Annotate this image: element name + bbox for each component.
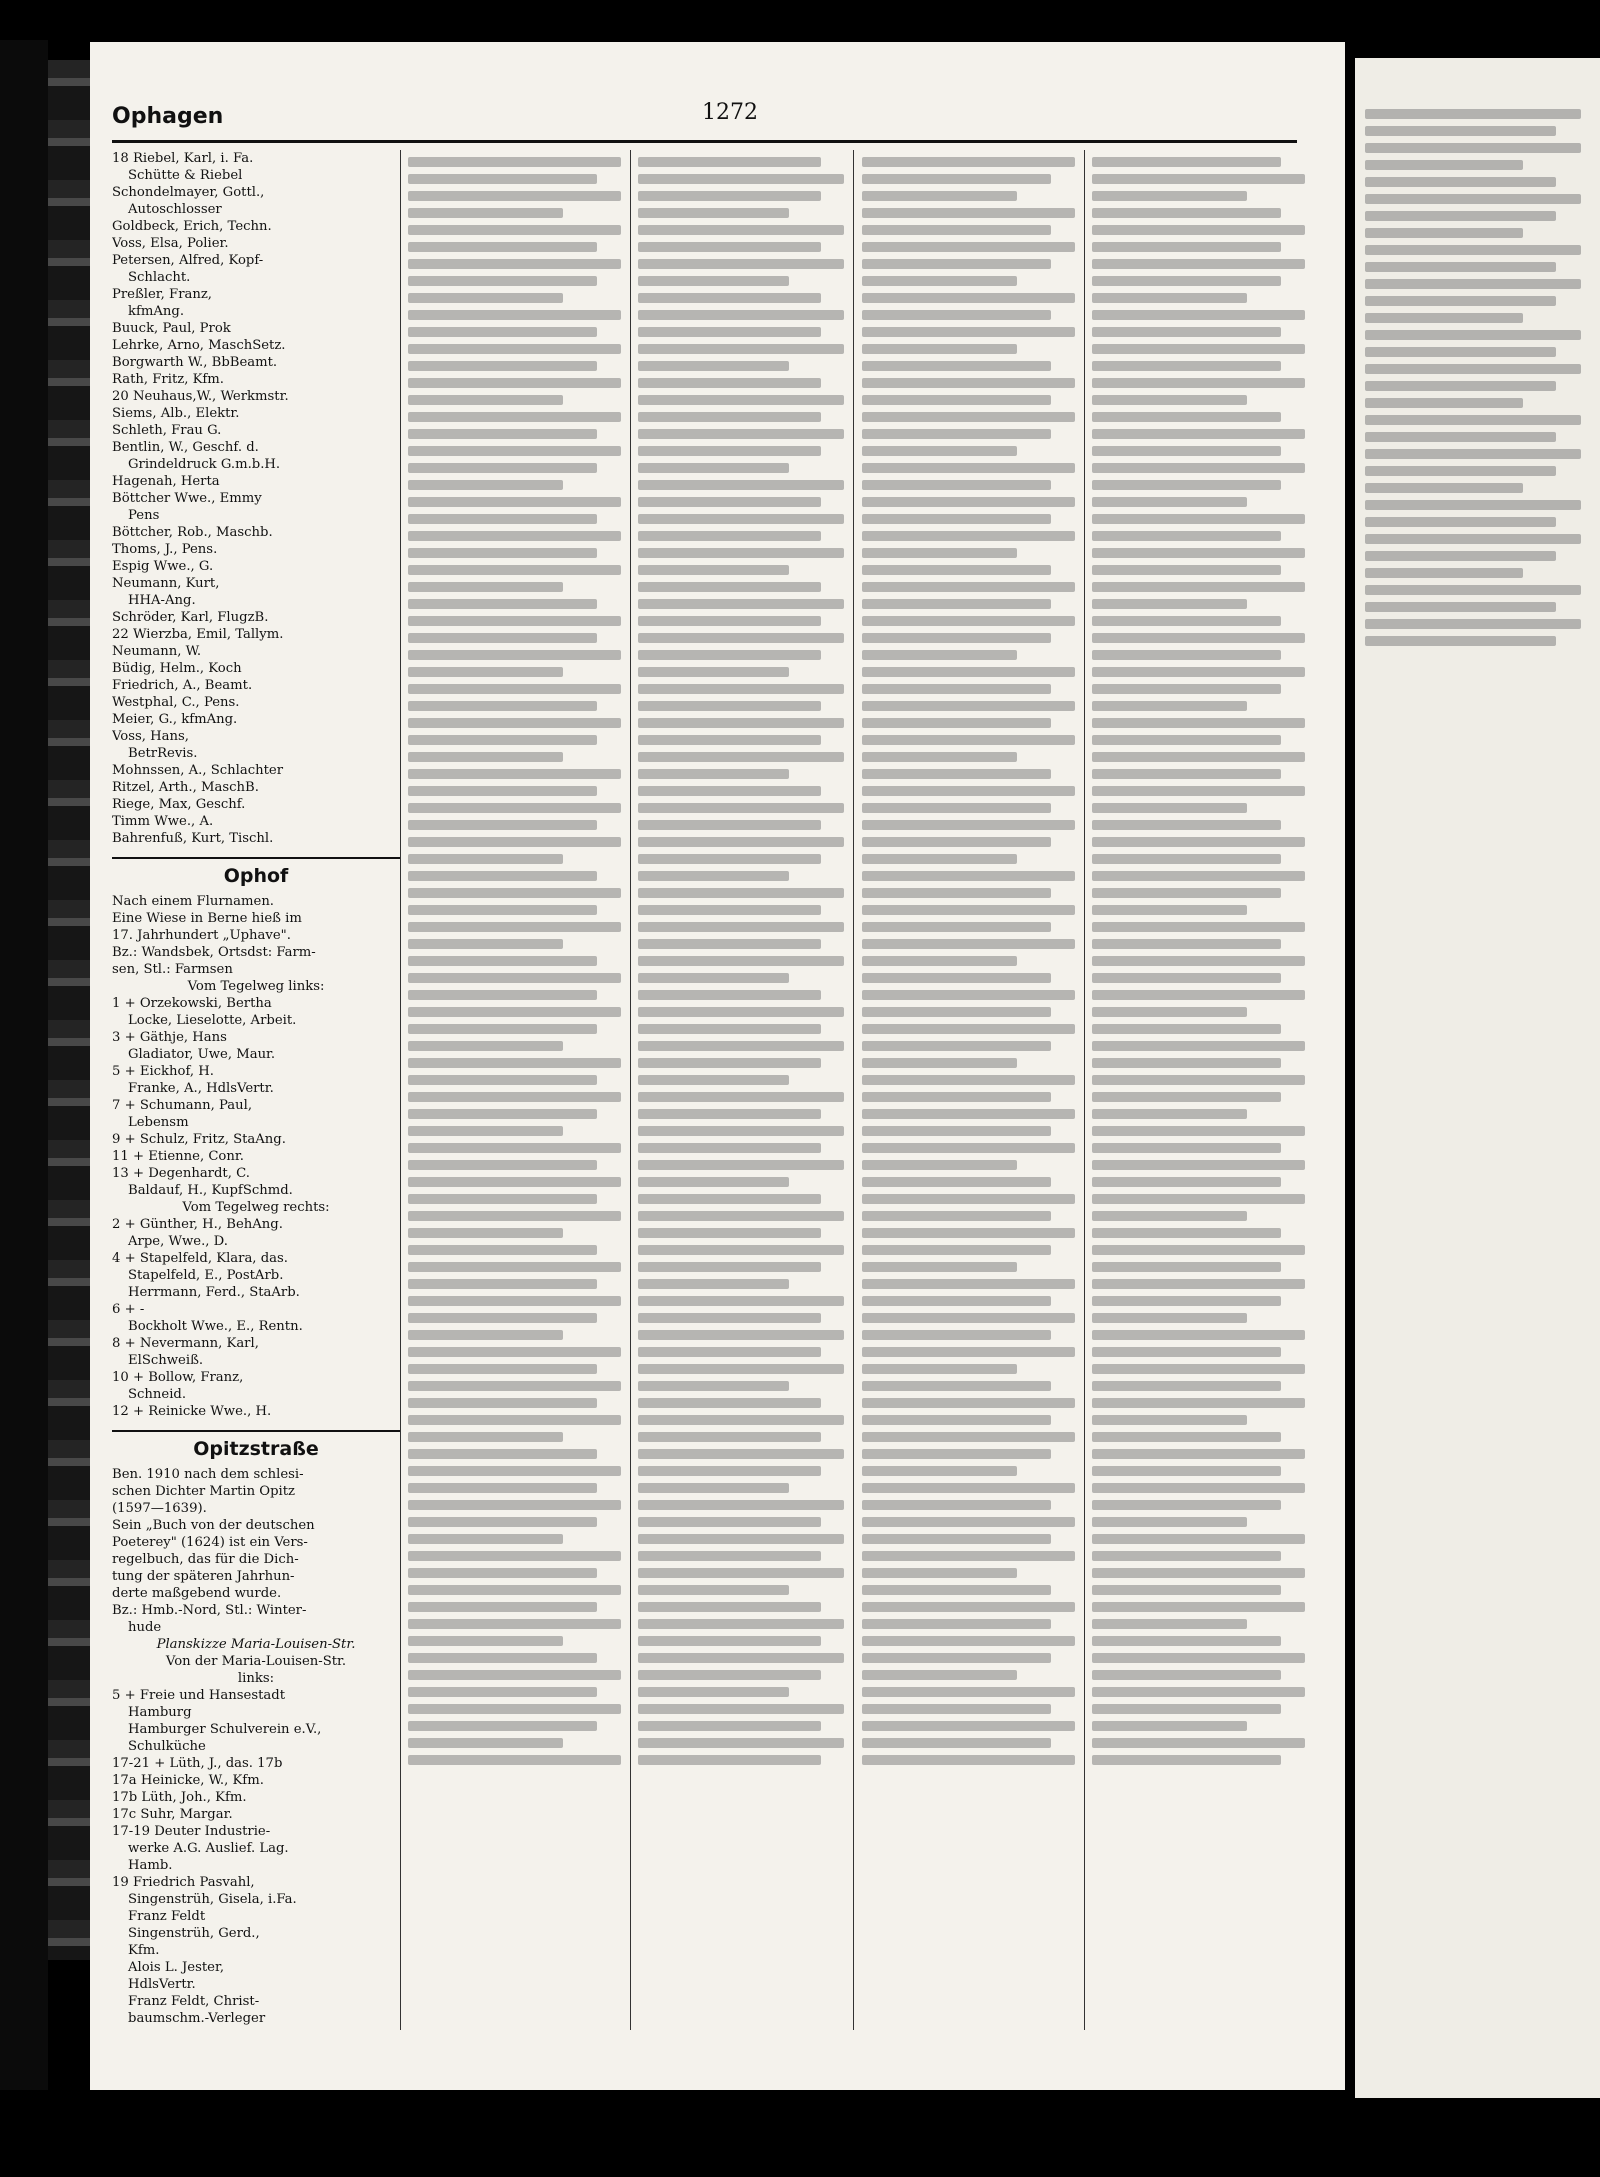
- entry: Stapelfeld, E., PostArb.: [128, 1268, 284, 1283]
- entry: BetrRevis.: [128, 746, 198, 761]
- entry: Herrmann, Ferd., StaArb.: [128, 1285, 300, 1300]
- entry: Eine Wiese in Berne hieß im: [112, 911, 302, 926]
- entry: Poeterey" (1624) ist ein Vers-: [112, 1535, 308, 1550]
- entry: Ritzel, Arth., MaschB.: [112, 780, 259, 795]
- entry: Timm Wwe., A.: [112, 814, 214, 829]
- entry: Bentlin, W., Geschf. d.: [112, 440, 259, 455]
- entry: (1597—1639).: [112, 1501, 207, 1516]
- entry: Rath, Fritz, Kfm.: [112, 372, 225, 387]
- entry: derte maßgebend wurde.: [112, 1586, 282, 1601]
- entry: Nach einem Flurnamen.: [112, 894, 275, 909]
- entry: Voss, Hans,: [112, 729, 189, 744]
- entry: Hamb.: [128, 1858, 173, 1873]
- entry: Petersen, Alfred, Kopf-: [112, 253, 264, 268]
- entry: HHA-Ang.: [128, 593, 196, 608]
- entry: Büdig, Helm., Koch: [112, 661, 242, 676]
- entry: 22 Wierzba, Emil, Tallym.: [112, 627, 284, 642]
- entry: Bockholt Wwe., E., Rentn.: [128, 1319, 303, 1334]
- entry: Franz Feldt, Christ-: [128, 1994, 260, 2009]
- entry: schen Dichter Martin Opitz: [112, 1484, 295, 1499]
- entry: baumschm.-Verleger: [128, 2011, 266, 2026]
- entry: Kfm.: [128, 1943, 160, 1958]
- entry: Lebensm: [128, 1115, 189, 1130]
- entry: Gladiator, Uwe, Maur.: [128, 1047, 276, 1062]
- entry: Arpe, Wwe., D.: [128, 1234, 228, 1249]
- column-5: [1092, 150, 1314, 2030]
- entry: Bz.: Hmb.-Nord, Stl.: Winter-: [112, 1603, 307, 1618]
- page-street-name: Ophagen: [112, 104, 224, 129]
- entry: Westphal, C., Pens.: [112, 695, 240, 710]
- entry: Meier, G., kfmAng.: [112, 712, 238, 727]
- entry: Buuck, Paul, Prok: [112, 321, 231, 336]
- entry: Alois L. Jester,: [128, 1960, 225, 1975]
- entry: Neumann, W.: [112, 644, 202, 659]
- column-4: [862, 150, 1085, 2030]
- entry: Hamburger Schulverein e.V.,: [128, 1722, 322, 1737]
- entry: 12 + Reinicke Wwe., H.: [112, 1404, 272, 1419]
- entry: Schneid.: [128, 1387, 187, 1402]
- entry: sen, Stl.: Farmsen: [112, 962, 233, 977]
- entry: Schütte & Riebel: [128, 168, 243, 183]
- opitzstrasse-entries: [112, 1466, 400, 2027]
- entry: tung der späteren Jahrhun-: [112, 1569, 295, 1584]
- entry: Hagenah, Herta: [112, 474, 220, 489]
- page-header: [112, 100, 1297, 143]
- entry: Thoms, J., Pens.: [112, 542, 218, 557]
- entry: Bahrenfuß, Kurt, Tischl.: [112, 831, 274, 846]
- entry: hude: [128, 1620, 162, 1635]
- entry: kfmAng.: [128, 304, 185, 319]
- entry: links:: [237, 1671, 275, 1686]
- entry: Borgwarth W., BbBeamt.: [112, 355, 278, 370]
- entry: 17b Lüth, Joh., Kfm.: [112, 1790, 247, 1805]
- entry: Friedrich, A., Beamt.: [112, 678, 253, 693]
- entry: 17c Suhr, Margar.: [112, 1807, 233, 1822]
- entry: Riege, Max, Geschf.: [112, 797, 246, 812]
- entry: Ben. 1910 nach dem schlesi-: [112, 1467, 304, 1482]
- entry: Von der Maria-Louisen-Str.: [165, 1654, 347, 1669]
- entry: Preßler, Franz,: [112, 287, 212, 302]
- entry: Singenstrüh, Gerd.,: [128, 1926, 260, 1941]
- entry: Lehrke, Arno, MaschSetz.: [112, 338, 286, 353]
- entry: Vom Tegelweg links:: [187, 979, 325, 994]
- entry: 17-21 + Lüth, J., das. 17b: [112, 1756, 283, 1771]
- entry: 7 + Schumann, Paul,: [112, 1098, 253, 1113]
- entry: Franz Feldt: [128, 1909, 206, 1924]
- entry: Baldauf, H., KupfSchmd.: [128, 1183, 293, 1198]
- entry: 10 + Bollow, Franz,: [112, 1370, 244, 1385]
- entry: Sein „Buch von der deutschen: [112, 1518, 315, 1533]
- entry: Franke, A., HdlsVertr.: [128, 1081, 274, 1096]
- entry: Schleth, Frau G.: [112, 423, 222, 438]
- entry: Autoschlosser: [128, 202, 222, 217]
- entry: 1 + Orzekowski, Bertha: [112, 996, 272, 1011]
- entry: 19 Friedrich Pasvahl,: [112, 1875, 255, 1890]
- entry: Goldbeck, Erich, Techn.: [112, 219, 272, 234]
- entry: Vom Tegelweg rechts:: [182, 1200, 330, 1215]
- entry: 20 Neuhaus,W., Werkmstr.: [112, 389, 289, 404]
- section-title: Opitzstraße: [193, 1438, 319, 1460]
- entry: Pens: [128, 508, 160, 523]
- entry: Schondelmayer, Gottl.,: [112, 185, 265, 200]
- entry: ElSchweiß.: [128, 1353, 204, 1368]
- entry: Hamburg: [128, 1705, 192, 1720]
- entry: Schulküche: [128, 1739, 206, 1754]
- entry: 8 + Nevermann, Karl,: [112, 1336, 259, 1351]
- entry: 18 Riebel, Karl, i. Fa.: [112, 151, 254, 166]
- entry: 2 + Günther, H., BehAng.: [112, 1217, 283, 1232]
- entry: Locke, Lieselotte, Arbeit.: [128, 1013, 297, 1028]
- entry: Schlacht.: [128, 270, 191, 285]
- entry: Böttcher Wwe., Emmy: [112, 491, 262, 506]
- entry: Neumann, Kurt,: [112, 576, 220, 591]
- entry: HdlsVertr.: [128, 1977, 196, 1992]
- entry: 5 + Eickhof, H.: [112, 1064, 214, 1079]
- entry: 11 + Etienne, Conr.: [112, 1149, 244, 1164]
- entry: 9 + Schulz, Fritz, StaAng.: [112, 1132, 286, 1147]
- column1-entries: [112, 150, 400, 847]
- entry: Planskizze Maria-Louisen-Str.: [156, 1637, 356, 1652]
- column-3: [638, 150, 854, 2030]
- scan-shadow-left: [0, 40, 48, 2090]
- entry: Singenstrüh, Gisela, i.Fa.: [128, 1892, 297, 1907]
- entry: Espig Wwe., G.: [112, 559, 214, 574]
- entry: Siems, Alb., Elektr.: [112, 406, 240, 421]
- entry: 17a Heinicke, W., Kfm.: [112, 1773, 264, 1788]
- entry: Böttcher, Rob., Maschb.: [112, 525, 273, 540]
- entry: Mohnssen, A., Schlachter: [112, 763, 284, 778]
- section-opitzstrasse: [112, 1430, 400, 1460]
- entry: regelbuch, das für die Dich-: [112, 1552, 299, 1567]
- entry: werke A.G. Auslief. Lag.: [128, 1841, 289, 1856]
- next-page-edge: [1355, 58, 1600, 2098]
- section-title: Ophof: [223, 865, 289, 887]
- ophof-entries: [112, 893, 400, 1420]
- column-2: [408, 150, 631, 2030]
- entry: Bz.: Wandsbek, Ortsdst: Farm-: [112, 945, 316, 960]
- entry: 3 + Gäthje, Hans: [112, 1030, 227, 1045]
- entry: 4 + Stapelfeld, Klara, das.: [112, 1251, 288, 1266]
- scan-edge-strip: [48, 60, 90, 1960]
- page-number: 1272: [702, 100, 758, 125]
- entry: 17-19 Deuter Industrie-: [112, 1824, 271, 1839]
- entry: Grindeldruck G.m.b.H.: [128, 457, 281, 472]
- section-ophof: [112, 857, 400, 887]
- column-1: [112, 150, 401, 2030]
- entry: Schröder, Karl, FlugzB.: [112, 610, 269, 625]
- entry: 13 + Degenhardt, C.: [112, 1166, 250, 1181]
- entry: 17. Jahrhundert „Uphave".: [112, 928, 291, 943]
- entry: Voss, Elsa, Polier.: [112, 236, 229, 251]
- entry: 6 + -: [112, 1302, 145, 1317]
- entry: 5 + Freie und Hansestadt: [112, 1688, 286, 1703]
